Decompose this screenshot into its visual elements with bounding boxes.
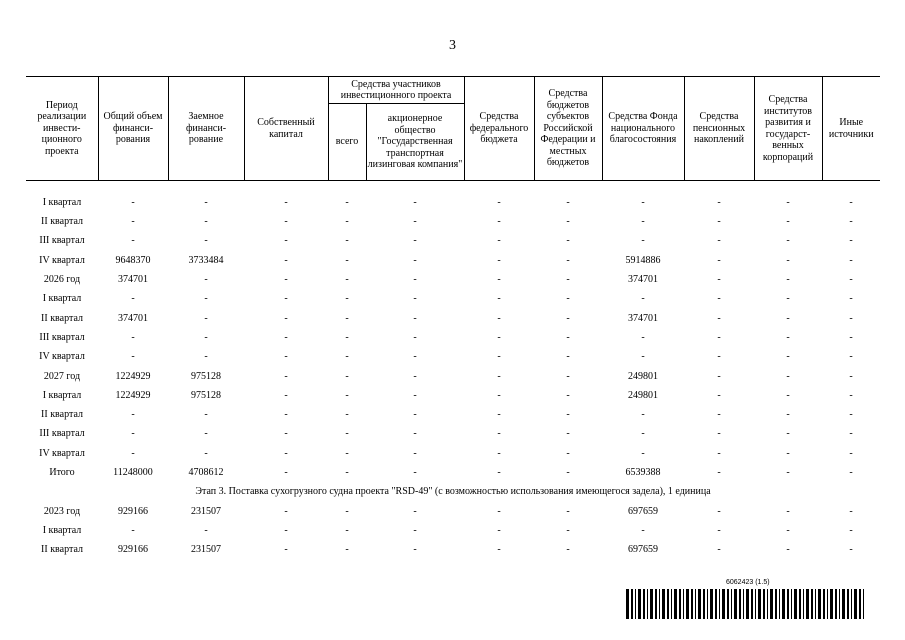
table-row: [26, 212, 880, 231]
cell-borrowed: -: [204, 312, 208, 324]
cell-fnb: 697659: [628, 505, 658, 517]
cell-period: IV квартал: [39, 254, 85, 266]
table-row: [26, 270, 880, 289]
cell-part-total: -: [345, 524, 349, 536]
cell-part-total: -: [345, 447, 349, 459]
cell-borrowed: 975128: [191, 370, 221, 382]
cell-part-total: -: [345, 196, 349, 208]
cell-regional: -: [566, 370, 570, 382]
cell-own: -: [284, 428, 288, 440]
header-federal-budget: Средства федерального бюджета: [464, 77, 534, 181]
cell-part-total: -: [345, 409, 349, 421]
barcode-icon: [626, 589, 866, 619]
cell-institutions: -: [786, 216, 790, 228]
table-row: [26, 521, 880, 540]
cell-own: -: [284, 370, 288, 382]
cell-own: -: [284, 524, 288, 536]
cell-part-company: -: [413, 351, 417, 363]
cell-borrowed: 4708612: [188, 467, 224, 479]
cell-part-total: -: [345, 274, 349, 286]
header-participants-group: Средства участников инвестиционного проекта: [328, 77, 464, 104]
cell-fnb: 374701: [628, 312, 658, 324]
cell-part-company: -: [413, 447, 417, 459]
table-row: [26, 309, 880, 328]
cell-period: IV квартал: [39, 447, 85, 459]
cell-fnb: 249801: [628, 370, 658, 382]
table-row: [26, 193, 880, 212]
header-participants-company: акционерное общество "Государственная транспортная лизинговая компания": [366, 104, 464, 181]
cell-other: -: [849, 428, 853, 440]
cell-part-total: -: [345, 351, 349, 363]
cell-fnb: -: [641, 196, 645, 208]
cell-pension: -: [717, 312, 721, 324]
cell-regional: -: [566, 409, 570, 421]
cell-institutions: -: [786, 389, 790, 401]
cell-borrowed: -: [204, 447, 208, 459]
cell-total: 11248000: [113, 467, 153, 479]
cell-total: -: [131, 235, 135, 247]
cell-institutions: -: [786, 467, 790, 479]
cell-pension: -: [717, 524, 721, 536]
cell-period: III квартал: [39, 331, 85, 343]
cell-own: -: [284, 351, 288, 363]
cell-other: -: [849, 467, 853, 479]
cell-fnb: -: [641, 409, 645, 421]
cell-part-total: -: [345, 312, 349, 324]
cell-institutions: -: [786, 409, 790, 421]
cell-institutions: -: [786, 351, 790, 363]
cell-total: 1224929: [115, 389, 151, 401]
table-row: [26, 251, 880, 270]
cell-own: -: [284, 293, 288, 305]
cell-fnb: -: [641, 331, 645, 343]
cell-fnb: -: [641, 216, 645, 228]
cell-part-total: -: [345, 544, 349, 556]
cell-other: -: [849, 389, 853, 401]
cell-pension: -: [717, 274, 721, 286]
cell-total: -: [131, 331, 135, 343]
table-row: [26, 463, 880, 482]
cell-federal: -: [497, 544, 501, 556]
cell-institutions: -: [786, 312, 790, 324]
cell-part-total: -: [345, 389, 349, 401]
cell-total: 1224929: [115, 370, 151, 382]
cell-federal: -: [497, 409, 501, 421]
cell-other: -: [849, 216, 853, 228]
cell-federal: -: [497, 467, 501, 479]
cell-total: 929166: [118, 544, 148, 556]
header-period: Период реализации инвести-ционного проекта: [26, 77, 98, 181]
cell-pension: -: [717, 196, 721, 208]
cell-pension: -: [717, 428, 721, 440]
cell-regional: -: [566, 196, 570, 208]
cell-part-total: -: [345, 428, 349, 440]
cell-regional: -: [566, 216, 570, 228]
cell-part-company: -: [413, 428, 417, 440]
cell-other: -: [849, 293, 853, 305]
cell-regional: -: [566, 254, 570, 266]
cell-borrowed: -: [204, 293, 208, 305]
cell-period: II квартал: [41, 409, 83, 421]
cell-regional: -: [566, 447, 570, 459]
cell-borrowed: -: [204, 351, 208, 363]
cell-other: -: [849, 544, 853, 556]
cell-other: -: [849, 196, 853, 208]
cell-fnb: 5914886: [625, 254, 661, 266]
cell-part-company: -: [413, 235, 417, 247]
cell-pension: -: [717, 467, 721, 479]
cell-borrowed: 231507: [191, 544, 221, 556]
cell-federal: -: [497, 389, 501, 401]
cell-institutions: -: [786, 428, 790, 440]
cell-regional: -: [566, 331, 570, 343]
cell-pension: -: [717, 505, 721, 517]
cell-federal: -: [497, 216, 501, 228]
cell-total: 374701: [118, 312, 148, 324]
cell-total: 9648370: [115, 254, 151, 266]
cell-total: -: [131, 447, 135, 459]
header-development-institutions: Средства институтов развития и государст-венных корпораций: [754, 77, 822, 181]
cell-own: -: [284, 331, 288, 343]
cell-part-company: -: [413, 505, 417, 517]
cell-fnb: 6539388: [625, 467, 661, 479]
cell-federal: -: [497, 235, 501, 247]
cell-pension: -: [717, 409, 721, 421]
cell-federal: -: [497, 254, 501, 266]
cell-part-company: -: [413, 409, 417, 421]
financing-table-wrapper: [26, 76, 880, 560]
cell-pension: -: [717, 254, 721, 266]
cell-regional: -: [566, 428, 570, 440]
barcode-label: 6062423 (1.5): [726, 579, 770, 586]
cell-part-company: -: [413, 370, 417, 382]
cell-period: II квартал: [41, 216, 83, 228]
cell-period: Итого: [49, 467, 75, 479]
cell-federal: -: [497, 447, 501, 459]
table-row: [26, 502, 880, 521]
cell-other: -: [849, 370, 853, 382]
stage-row: [26, 482, 880, 501]
cell-regional: -: [566, 544, 570, 556]
cell-part-total: -: [345, 254, 349, 266]
cell-part-company: -: [413, 274, 417, 286]
cell-other: -: [849, 351, 853, 363]
cell-other: -: [849, 312, 853, 324]
cell-federal: -: [497, 524, 501, 536]
cell-own: -: [284, 389, 288, 401]
cell-pension: -: [717, 331, 721, 343]
table-row: [26, 328, 880, 347]
cell-institutions: -: [786, 293, 790, 305]
cell-own: -: [284, 505, 288, 517]
cell-part-company: -: [413, 467, 417, 479]
cell-other: -: [849, 254, 853, 266]
cell-federal: -: [497, 331, 501, 343]
cell-other: -: [849, 524, 853, 536]
cell-borrowed: -: [204, 331, 208, 343]
table-row: [26, 232, 880, 251]
cell-own: -: [284, 447, 288, 459]
cell-pension: -: [717, 370, 721, 382]
cell-regional: -: [566, 467, 570, 479]
cell-borrowed: -: [204, 196, 208, 208]
cell-total: -: [131, 428, 135, 440]
cell-pension: -: [717, 293, 721, 305]
cell-borrowed: -: [204, 409, 208, 421]
cell-period: 2023 год: [43, 505, 81, 517]
cell-institutions: -: [786, 505, 790, 517]
cell-borrowed: 3733484: [188, 254, 224, 266]
cell-fnb: -: [641, 235, 645, 247]
header-pension-savings: Средства пенсионных накоплений: [684, 77, 754, 181]
cell-institutions: -: [786, 370, 790, 382]
cell-pension: -: [717, 351, 721, 363]
cell-regional: -: [566, 293, 570, 305]
cell-period: I квартал: [42, 196, 82, 208]
cell-institutions: -: [786, 235, 790, 247]
cell-other: -: [849, 331, 853, 343]
page-number: 3: [449, 38, 456, 53]
cell-federal: -: [497, 370, 501, 382]
cell-fnb: 697659: [628, 544, 658, 556]
cell-total: -: [131, 409, 135, 421]
cell-fnb: -: [641, 351, 645, 363]
cell-fnb: -: [641, 524, 645, 536]
cell-total: 374701: [118, 274, 148, 286]
cell-total: -: [131, 351, 135, 363]
cell-period: II квартал: [41, 312, 83, 324]
cell-federal: -: [497, 428, 501, 440]
header-national-wealth-fund: Средства Фонда национального благосостояния: [602, 77, 684, 181]
cell-part-company: -: [413, 216, 417, 228]
table-body: [26, 181, 880, 560]
cell-institutions: -: [786, 254, 790, 266]
cell-part-company: -: [413, 293, 417, 305]
cell-regional: -: [566, 389, 570, 401]
financing-table: [26, 76, 880, 560]
cell-fnb: -: [641, 293, 645, 305]
cell-part-total: -: [345, 505, 349, 517]
header-regional-budgets: Средства бюджетов субъектов Российской Федерации и местных бюджетов: [534, 77, 602, 181]
table-row: [26, 386, 880, 405]
cell-federal: -: [497, 274, 501, 286]
header-participants-total: всего: [328, 104, 366, 181]
cell-own: -: [284, 216, 288, 228]
cell-period: 2026 год: [43, 274, 81, 286]
cell-regional: -: [566, 274, 570, 286]
cell-own: -: [284, 254, 288, 266]
table-row: [26, 289, 880, 308]
cell-own: -: [284, 467, 288, 479]
cell-part-company: -: [413, 331, 417, 343]
cell-part-total: -: [345, 467, 349, 479]
cell-regional: -: [566, 312, 570, 324]
cell-part-company: -: [413, 196, 417, 208]
cell-pension: -: [717, 216, 721, 228]
stage-title: Этап 3. Поставка сухогрузного судна проекта "RSD-49" (с возможностью использования имеющегося задела), 1 единица: [195, 486, 711, 498]
cell-pension: -: [717, 447, 721, 459]
cell-period: IV квартал: [39, 351, 85, 363]
cell-period: I квартал: [42, 293, 82, 305]
cell-borrowed: -: [204, 428, 208, 440]
cell-total: -: [131, 293, 135, 305]
cell-institutions: -: [786, 524, 790, 536]
table-row: [26, 540, 880, 559]
cell-total: 929166: [118, 505, 148, 517]
cell-federal: -: [497, 293, 501, 305]
cell-federal: -: [497, 351, 501, 363]
cell-own: -: [284, 274, 288, 286]
table-row: [26, 425, 880, 444]
cell-total: -: [131, 524, 135, 536]
cell-borrowed: -: [204, 216, 208, 228]
cell-part-company: -: [413, 389, 417, 401]
cell-period: I квартал: [42, 389, 82, 401]
cell-own: -: [284, 312, 288, 324]
cell-own: -: [284, 196, 288, 208]
separator-cell: [26, 181, 880, 194]
cell-own: -: [284, 409, 288, 421]
cell-part-total: -: [345, 235, 349, 247]
cell-other: -: [849, 505, 853, 517]
cell-own: -: [284, 544, 288, 556]
cell-total: -: [131, 196, 135, 208]
cell-institutions: -: [786, 331, 790, 343]
cell-regional: -: [566, 505, 570, 517]
table-row: [26, 405, 880, 424]
cell-borrowed: -: [204, 274, 208, 286]
cell-other: -: [849, 274, 853, 286]
cell-part-total: -: [345, 293, 349, 305]
cell-federal: -: [497, 505, 501, 517]
cell-institutions: -: [786, 447, 790, 459]
cell-borrowed: 231507: [191, 505, 221, 517]
cell-fnb: -: [641, 428, 645, 440]
cell-period: II квартал: [41, 544, 83, 556]
cell-fnb: 249801: [628, 389, 658, 401]
cell-institutions: -: [786, 544, 790, 556]
cell-federal: -: [497, 196, 501, 208]
header-separator: [26, 181, 880, 194]
header-total-financing: Общий объем финанси-рования: [98, 77, 168, 181]
table-row: [26, 367, 880, 386]
cell-regional: -: [566, 235, 570, 247]
cell-fnb: 374701: [628, 274, 658, 286]
cell-period: I квартал: [42, 524, 82, 536]
cell-borrowed: -: [204, 524, 208, 536]
cell-own: -: [284, 235, 288, 247]
cell-part-total: -: [345, 331, 349, 343]
cell-fnb: -: [641, 447, 645, 459]
cell-part-company: -: [413, 544, 417, 556]
cell-total: -: [131, 216, 135, 228]
table-row: [26, 444, 880, 463]
cell-period: III квартал: [39, 428, 85, 440]
cell-other: -: [849, 409, 853, 421]
cell-regional: -: [566, 524, 570, 536]
cell-part-company: -: [413, 312, 417, 324]
cell-part-total: -: [345, 216, 349, 228]
header-own-capital: Собственный капитал: [244, 77, 328, 181]
cell-period: 2027 год: [43, 370, 81, 382]
cell-part-company: -: [413, 524, 417, 536]
cell-other: -: [849, 235, 853, 247]
cell-pension: -: [717, 235, 721, 247]
cell-other: -: [849, 447, 853, 459]
cell-institutions: -: [786, 274, 790, 286]
cell-part-total: -: [345, 370, 349, 382]
cell-period: III квартал: [39, 235, 85, 247]
cell-borrowed: -: [204, 235, 208, 247]
cell-borrowed: 975128: [191, 389, 221, 401]
cell-institutions: -: [786, 196, 790, 208]
cell-pension: -: [717, 544, 721, 556]
header-other-sources: Иные источники: [822, 77, 880, 181]
cell-part-company: -: [413, 254, 417, 266]
table-row: [26, 347, 880, 366]
cell-pension: -: [717, 389, 721, 401]
header-borrowed: Заемное финанси-рование: [168, 77, 244, 181]
cell-regional: -: [566, 351, 570, 363]
cell-federal: -: [497, 312, 501, 324]
